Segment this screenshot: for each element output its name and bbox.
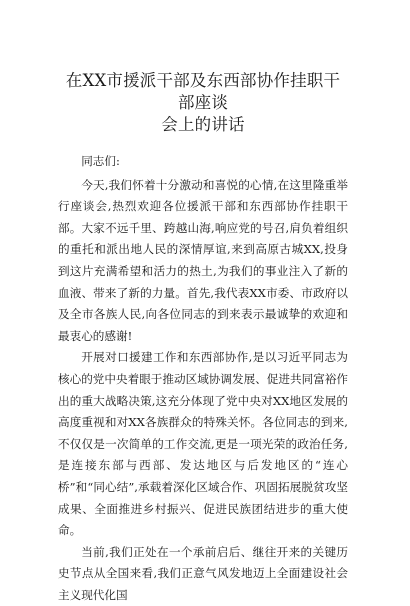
paragraph-3: 当前,我们正处在一个承前启后、继往开来的关键历史节点从全国来看,我们正意气风发地迈上全面建设社会主义现代化国 — [58, 544, 348, 602]
document-title — [58, 70, 348, 136]
document-page — [58, 70, 348, 606]
title-line-1: 在XX市援派干部及东西部协作挂职干部座谈 — [65, 71, 341, 112]
paragraph-1: 今天,我们怀着十分激动和喜悦的心情,在这里隆重举行座谈会,热烈欢迎各位援派干部和东西部协作挂职干部。大家不远千里、跨越山海,响应党的号召,肩负着组织的重托和派出地人民的深情厚谊,来到高原古城XX,投身到这片充满希望和活力的热土,为我们的事业注入了新的血液、带来了新的力量。首先,我代表XX市委、市政府以及全市各族人民,向各位同志的到来表示最诚挚的欢迎和最衷心的感谢! — [58, 177, 348, 343]
greeting: 同志们: — [81, 154, 120, 168]
document-body — [58, 151, 348, 606]
paragraph-2: 开展对口援建工作和东西部协作,是以习近平同志为核心的党中央着眼于推动区域协调发展、促进共同富裕作出的重大战略决策,这充分体现了党中央对XX地区发展的高度重视和对XX各族群众的特殊关怀。各位同志的到来,不仅仅是一次简单的工作交流,更是一项光荣的政治任务,是连接东部与西部、发达地区与后发地区的“连心桥”和“同心结”,承载着深化区域合作、巩固拓展脱贫攻坚成果、全面推进乡村振兴、促进民族团结进步的重大使命。 — [58, 350, 348, 538]
title-line-2: 会上的讲话 — [161, 115, 245, 134]
